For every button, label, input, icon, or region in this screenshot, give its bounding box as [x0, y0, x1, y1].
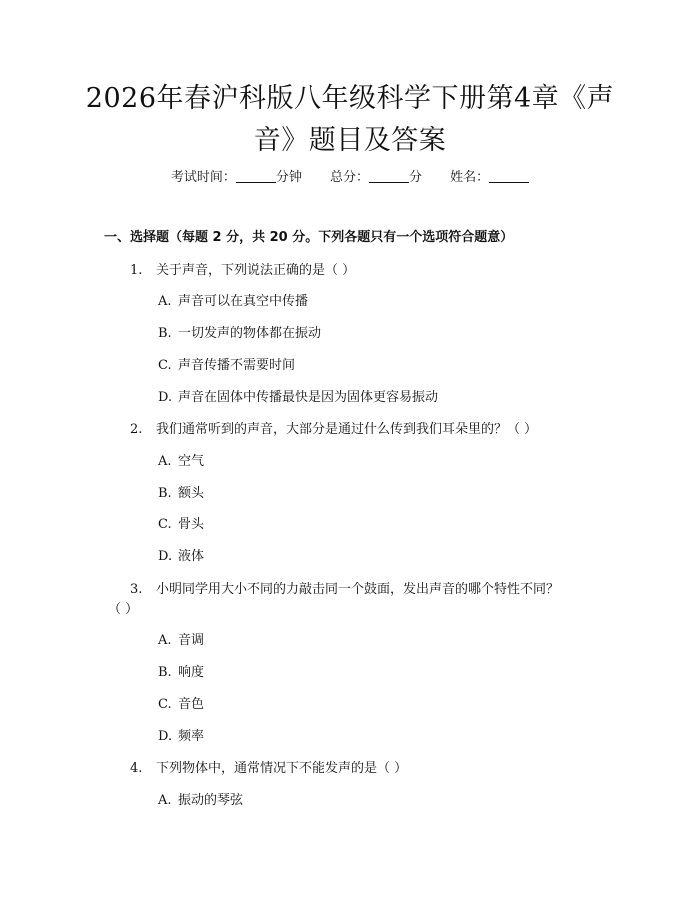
question-3-option-c [158, 695, 204, 715]
exam-time-blank [236, 168, 276, 183]
option-letter: A. [158, 633, 172, 648]
option-text: 骨头 [178, 517, 205, 532]
question-3-option-a [158, 631, 204, 651]
question-3-continuation: （ ） [108, 602, 139, 617]
question-1-option-c [158, 356, 295, 376]
question-number: 3. [130, 582, 143, 597]
question-3 [130, 580, 559, 600]
question-2-option-a [158, 452, 204, 472]
section-title: 一、选择题（每题 2 分，共 20 分。下列各题只有一个选项符合题意） [104, 230, 514, 245]
option-text: 额头 [178, 486, 205, 501]
option-text: 一切发声的物体都在振动 [178, 326, 322, 341]
option-text: 响度 [178, 665, 205, 680]
total-score [330, 168, 422, 188]
student-name-blank [489, 168, 529, 183]
question-4-option-a [158, 791, 243, 811]
option-text: 空气 [178, 454, 205, 469]
option-text: 声音在固体中传播最快是因为固体更容易振动 [178, 390, 439, 405]
exam-info [0, 168, 700, 188]
option-letter: D. [158, 390, 173, 405]
question-2-option-c [158, 515, 204, 535]
question-text: 下列物体中，通常情况下不能发声的是（ ） [156, 761, 408, 776]
option-letter: D. [158, 729, 173, 744]
title-line-2: 音》题目及答案 [253, 125, 447, 156]
question-2-option-b [158, 484, 204, 504]
option-letter: A. [158, 294, 172, 309]
title-line-1: 2026年春沪科版八年级科学下册第4章《声 [85, 83, 615, 114]
question-4 [130, 759, 407, 779]
question-3-option-d [158, 727, 204, 747]
question-3-option-b [158, 663, 204, 683]
option-text: 液体 [178, 549, 205, 564]
total-score-blank [369, 168, 409, 183]
option-letter: B. [158, 665, 172, 680]
option-letter: C. [158, 517, 172, 532]
option-text: 音调 [178, 633, 205, 648]
option-text: 振动的琴弦 [178, 793, 244, 808]
exam-time-unit: 分钟 [275, 170, 302, 185]
total-score-label: 总分： [329, 170, 369, 185]
question-1 [130, 261, 355, 281]
question-1-option-a [158, 292, 308, 312]
option-text: 频率 [178, 729, 205, 744]
option-letter: C. [158, 358, 172, 373]
exam-time [171, 168, 302, 188]
question-text: 关于声音，下列说法正确的是（ ） [156, 263, 356, 278]
option-letter: B. [158, 326, 172, 341]
student-name [450, 168, 529, 188]
question-number: 4. [130, 761, 143, 776]
question-2-option-d [158, 547, 204, 567]
question-number: 1. [130, 263, 143, 278]
option-text: 音色 [178, 697, 205, 712]
option-letter: C. [158, 697, 172, 712]
question-2 [130, 420, 537, 440]
option-letter: A. [158, 793, 172, 808]
option-letter: D. [158, 549, 173, 564]
page-title [60, 78, 640, 162]
question-text: 小明同学用大小不同的力敲击同一个鼓面，发出声音的哪个特性不同？ [156, 582, 560, 597]
option-text: 声音传播不需要时间 [178, 358, 296, 373]
option-letter: A. [158, 454, 172, 469]
option-text: 声音可以在真空中传播 [178, 294, 309, 309]
question-1-option-b [158, 324, 321, 344]
question-number: 2. [130, 422, 143, 437]
question-1-option-d [158, 388, 438, 408]
exam-time-label: 考试时间： [170, 170, 236, 185]
student-name-label: 姓名： [450, 170, 490, 185]
option-letter: B. [158, 486, 172, 501]
total-score-unit: 分 [409, 170, 423, 185]
question-text: 我们通常听到的声音，大部分是通过什么传到我们耳朵里的？（ ） [156, 422, 538, 437]
